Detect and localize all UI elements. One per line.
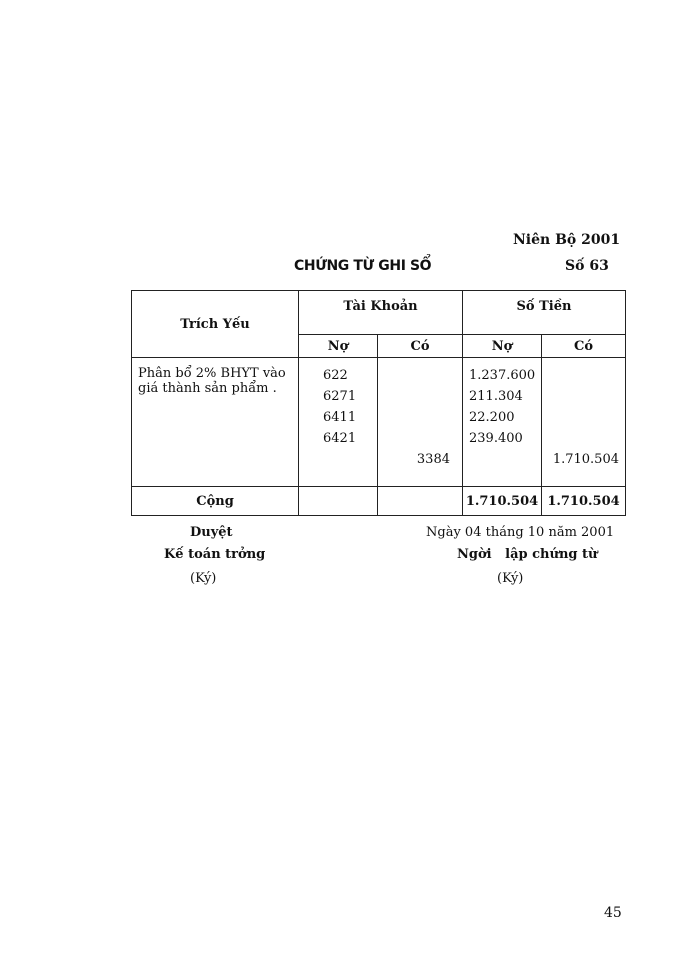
preparer-label: Ngời lập chứng từ bbox=[457, 547, 598, 562]
subheader-st-no: Nợ bbox=[463, 335, 542, 358]
total-tk-no bbox=[299, 487, 378, 516]
row-description: Phân bổ 2% BHYT vào giá thành sản phẩm . bbox=[138, 366, 286, 396]
subheader-tk-co: Có bbox=[378, 335, 463, 358]
subheader-tk-no: Nợ bbox=[299, 335, 378, 358]
document-number: Số 63 bbox=[565, 258, 609, 274]
voucher-table bbox=[131, 290, 626, 516]
total-label: Cộng bbox=[132, 487, 299, 516]
st-no-value: 1.237.600 bbox=[469, 368, 536, 383]
tk-no-cell bbox=[299, 358, 378, 487]
tk-co-cell bbox=[378, 358, 463, 487]
total-st-no: 1.710.504 bbox=[463, 487, 542, 516]
header-so-tien: Số Tiền bbox=[463, 291, 626, 335]
page-number: 45 bbox=[604, 905, 622, 921]
left-sign-label: (Ký) bbox=[190, 571, 217, 586]
total-row bbox=[132, 487, 626, 516]
right-sign-label: (Ký) bbox=[497, 571, 524, 586]
st-no-cell bbox=[463, 358, 542, 487]
date-label: Ngày 04 tháng 10 năm 2001 bbox=[426, 525, 615, 540]
st-no-value: 22.200 bbox=[469, 410, 515, 425]
tk-no-value: 622 bbox=[323, 368, 348, 383]
st-co-value: 1.710.504 bbox=[552, 452, 619, 467]
total-tk-co bbox=[378, 487, 463, 516]
tk-no-value: 6421 bbox=[323, 431, 357, 446]
tk-no-value: 6411 bbox=[323, 410, 357, 425]
st-no-value: 239.400 bbox=[469, 431, 523, 446]
approval-label: Duyệt bbox=[190, 525, 233, 540]
tk-no-value: 6271 bbox=[323, 389, 357, 404]
table-row bbox=[132, 358, 626, 487]
st-no-value: 211.304 bbox=[469, 389, 523, 404]
row-description-cell bbox=[132, 358, 299, 487]
chief-accountant-label: Kế toán trởng bbox=[164, 547, 266, 562]
subheader-st-co: Có bbox=[542, 335, 626, 358]
document-title: CHỨNG TỪ GHI SỔ bbox=[294, 258, 432, 274]
total-st-co: 1.710.504 bbox=[542, 487, 626, 516]
nien-bo-label: Niên Bộ 2001 bbox=[513, 232, 621, 248]
header-tai-khoan: Tài Khoản bbox=[299, 291, 463, 335]
st-co-cell bbox=[542, 358, 626, 487]
header-trich-yeu: Trích Yếu bbox=[132, 291, 299, 358]
tk-co-value: 3384 bbox=[416, 452, 450, 467]
